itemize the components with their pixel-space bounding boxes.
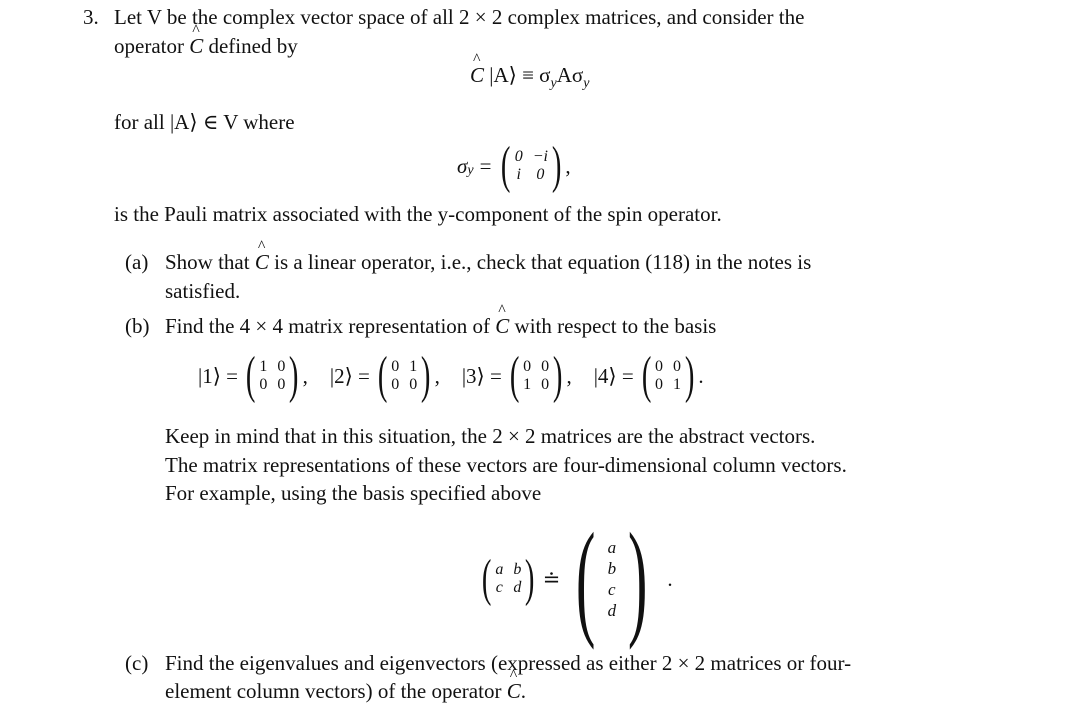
basis-row xyxy=(198,347,704,404)
cell: 0 xyxy=(655,376,664,393)
left-paren: ( xyxy=(377,347,388,404)
left-paren: ( xyxy=(576,507,596,651)
right-paren: ) xyxy=(627,507,648,651)
sigma-symbol: σ xyxy=(457,153,468,178)
cell: 0 xyxy=(391,358,400,375)
cell: 0 xyxy=(514,148,523,165)
cell: 0 xyxy=(536,166,545,183)
left-paren: ( xyxy=(501,137,511,194)
matrix-cells xyxy=(523,359,549,393)
cell: 1 xyxy=(523,376,532,393)
part-b-text: Find the 4 × 4 matrix representation of xyxy=(165,314,496,338)
intro-text-post: defined by xyxy=(203,34,298,58)
cell: 1 xyxy=(259,358,268,375)
basis-matrix-2 xyxy=(374,347,435,404)
part-c-text: element column vectors) of the operator xyxy=(165,679,507,703)
cell: 0 xyxy=(541,376,550,393)
part-c-line-2 xyxy=(165,681,526,702)
part-c-label: (c) xyxy=(125,651,149,675)
part-a-text-post: is a linear operator, i.e., check that equation (118) in the notes is xyxy=(268,250,812,274)
cell: 0 xyxy=(673,358,682,375)
right-paren: ) xyxy=(525,550,535,607)
right-paren: ) xyxy=(421,347,431,404)
basis-matrix-3 xyxy=(506,347,567,404)
comma: , xyxy=(565,153,571,178)
cell: c xyxy=(608,580,616,599)
cell: b xyxy=(607,559,617,578)
example-2x2-matrix xyxy=(478,550,539,607)
matrix-cells xyxy=(515,149,548,183)
cell: 1 xyxy=(673,376,682,393)
cell: 0 xyxy=(523,358,532,375)
right-paren: ) xyxy=(684,347,695,404)
separator: , xyxy=(302,363,308,388)
ket-1: |1⟩ = xyxy=(198,363,238,388)
cell: 1 xyxy=(409,358,418,375)
cell: d xyxy=(513,579,522,596)
matrix-cells xyxy=(495,562,521,596)
intro-line-1: Let V be the complex vector space of all 2 × 2 complex matrices, and consider the xyxy=(114,5,805,29)
left-paren: ( xyxy=(509,347,520,404)
problem-number: 3. xyxy=(83,5,99,29)
left-paren: ( xyxy=(245,347,256,404)
part-b-text-post: with respect to the basis xyxy=(509,314,717,338)
part-a-text: Show that xyxy=(165,250,255,274)
right-paren: ) xyxy=(551,137,562,194)
period: . xyxy=(667,566,673,591)
keep-line-3: For example, using the basis specified above xyxy=(165,481,542,505)
part-c-line-1: Find the eigenvalues and eigenvectors (expressed as either 2 × 2 matrices or four- xyxy=(165,651,852,675)
definition-equation xyxy=(470,63,590,91)
cell: 0 xyxy=(655,358,664,375)
forall-line: for all |A⟩ ∈ V where xyxy=(114,110,295,134)
left-paren: ( xyxy=(481,550,492,607)
cell: a xyxy=(495,561,504,578)
cell: a xyxy=(607,538,617,557)
column-cells xyxy=(608,539,617,619)
example-equation xyxy=(478,507,673,651)
cell: 0 xyxy=(277,376,286,393)
part-a-line-2: satisfied. xyxy=(165,279,241,303)
basis-matrix-1 xyxy=(242,347,303,404)
subscript-y: y xyxy=(550,76,557,91)
eq-part1: |A⟩ ≡ σ xyxy=(489,63,551,87)
cell: −i xyxy=(532,148,548,165)
left-paren: ( xyxy=(641,347,652,404)
cell: 0 xyxy=(541,358,550,375)
separator: , xyxy=(434,363,440,388)
intro-line-2 xyxy=(114,36,298,57)
pauli-line: is the Pauli matrix associated with the y-component of the spin operator. xyxy=(114,202,722,226)
matrix-cells xyxy=(391,359,417,393)
part-a-line-1 xyxy=(165,252,811,273)
example-column-vector xyxy=(564,507,659,651)
cell: 0 xyxy=(409,376,418,393)
part-b-label: (b) xyxy=(125,314,150,338)
operator-c: ^ C xyxy=(495,316,509,337)
equals-sign: = xyxy=(479,153,492,178)
matrix-cells xyxy=(655,359,681,393)
basis-matrix-4 xyxy=(638,347,699,404)
cell: b xyxy=(513,561,522,578)
sigma-y-definition xyxy=(457,137,571,194)
subscript-y-2: y xyxy=(583,76,590,91)
cell: c xyxy=(495,579,503,596)
operator-c: ^ C xyxy=(255,252,269,273)
doteq-sign: ≐ xyxy=(542,566,561,591)
right-paren: ) xyxy=(553,347,563,404)
operator-c: ^ C xyxy=(189,36,203,57)
eq-part2: Aσ xyxy=(556,63,584,87)
cell: d xyxy=(607,601,617,620)
subscript-y: y xyxy=(467,163,474,178)
operator-c: ^ C xyxy=(507,681,521,702)
ket-2: |2⟩ = xyxy=(329,363,370,388)
part-a-label: (a) xyxy=(125,250,149,274)
matrix-cells xyxy=(259,359,285,393)
intro-text: operator xyxy=(114,34,190,58)
keep-line-1: Keep in mind that in this situation, the 2 × 2 matrices are the abstract vectors. xyxy=(165,424,816,448)
keep-line-2: The matrix representations of these vectors are four-dimensional column vectors. xyxy=(165,453,847,477)
separator: . xyxy=(698,363,704,388)
operator-c: ^ C xyxy=(470,65,484,86)
ket-4: |4⟩ = xyxy=(593,363,634,388)
cell: 0 xyxy=(259,376,268,393)
cell: 0 xyxy=(277,358,286,375)
ket-3: |3⟩ = xyxy=(461,363,502,388)
sigma-y-matrix xyxy=(497,137,565,194)
separator: , xyxy=(566,363,572,388)
part-b-line-1 xyxy=(165,316,716,337)
cell: 0 xyxy=(391,376,400,393)
cell: i xyxy=(516,166,521,183)
right-paren: ) xyxy=(289,347,299,404)
period: . xyxy=(520,679,526,703)
